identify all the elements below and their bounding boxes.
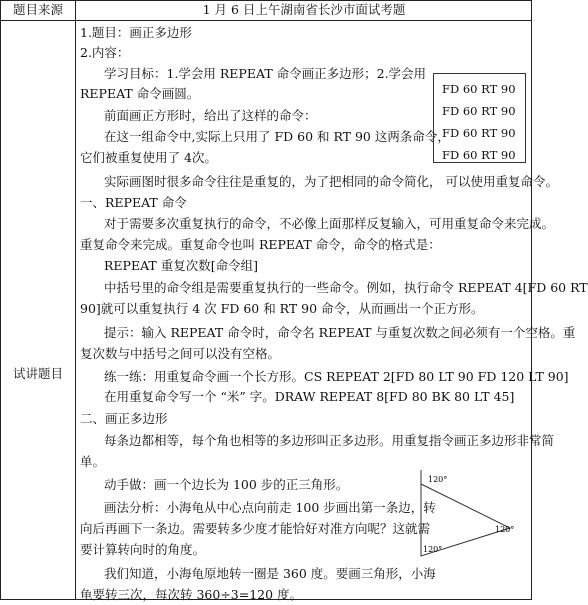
triangle-diagram	[415, 470, 525, 570]
line-goal-1: 学习目标：1.学会用 REPEAT 命令画正多边形；2.学会用	[104, 66, 427, 81]
angle-label-right: 120°	[495, 525, 515, 534]
line-repeat-format: 重复命令来完成。重复命令也叫 REPEAT 命令，命令的格式是：	[80, 237, 441, 252]
line-polygon-desc-2: 单。	[80, 454, 106, 469]
line-repeated-4: 它们被重复使用了 4次。	[80, 150, 217, 165]
line-bracket-desc: 中括号里的命令组是需要重复执行的一些命令。例如，执行命令 REPEAT 4[FD 60 RT	[104, 280, 588, 295]
line-goal-2: REPEAT 命令画圆。	[80, 86, 200, 101]
angle-label-top: 120°	[428, 475, 448, 484]
command-line: FD 60 RT 90	[442, 82, 516, 96]
line-practice-mi: 在用重复命令写一个 “米” 字。DRAW REPEAT 8[FD 80 BK 80 LT 45]	[104, 389, 515, 404]
line-topic: 1.题目：画正多边形	[80, 25, 192, 40]
left-column-border	[0, 0, 76, 600]
line-bracket-desc-2: 90]就可以重复执行 4 次 FD 60 和 RT 90 命令，从而画出一个正方形。	[80, 301, 484, 316]
line-practice-rectangle: 练一练：用重复命令画一个长方形。CS REPEAT 2[FD 80 LT 90 FD 120 LT 90]	[104, 369, 569, 384]
command-line: FD 60 RT 90	[442, 148, 516, 162]
line-tip: 提示：输入 REPEAT 命令时，命令名 REPEAT 与重复次数之间必须有一个空格。重	[104, 325, 576, 340]
section-repeat-heading: 一、REPEAT 命令	[80, 195, 187, 210]
command-line: FD 60 RT 90	[442, 104, 516, 118]
line-360-2: 龟要转三次，每次转 360÷3=120 度。	[80, 587, 303, 602]
header-exam-title: 1 月 6 日上午湖南省长沙市面试考题	[202, 2, 406, 17]
line-analysis-3: 要计算转向时的角度。	[80, 542, 206, 557]
line-content-heading: 2.内容：	[80, 45, 130, 60]
line-hands-on: 动手做：画一个边长为 100 步的正三角形。	[104, 477, 349, 492]
line-analysis-2: 向后再画下一条边。需要转多少度才能恰好对准方向呢？这就需	[80, 521, 431, 536]
line-polygon-desc: 每条边都相等，每个角也相等的多边形叫正多边形。用重复指令画正多边形非常简	[104, 433, 555, 448]
line-repeat-desc: 对于需要多次重复执行的命令，不必像上面那样反复输入，可用重复命令来完成。	[104, 216, 555, 231]
command-line: FD 60 RT 90	[442, 126, 516, 140]
line-commands-used: 在这一组命令中,实际上只用了 FD 60 和 RT 90 这两条命令，	[104, 129, 450, 144]
line-repeat-syntax: REPEAT 重复次数[命令组]	[104, 258, 258, 273]
line-analysis-1: 画法分析：小海龟从中心点向前走 100 步画出第一条边，转	[104, 500, 436, 515]
angle-label-bottom: 120°	[423, 545, 443, 554]
header-source-label: 题目来源	[12, 2, 63, 17]
side-label-lecture-topic: 试讲题目	[12, 366, 63, 381]
line-tip-2: 复次数与中括号之间可以没有空格。	[80, 346, 281, 361]
line-360-1: 我们知道，小海龟原地转一圈是 360 度。要画三角形，小海	[104, 566, 436, 581]
section-polygon-heading: 二、画正多边形	[80, 411, 168, 426]
command-box	[433, 73, 526, 163]
line-square-intro: 前面画正方形时，给出了这样的命令：	[104, 108, 317, 123]
line-simplify: 实际画图时很多命令往往是重复的，为了把相同的命令简化， 可以使用重复命令。	[104, 174, 558, 189]
